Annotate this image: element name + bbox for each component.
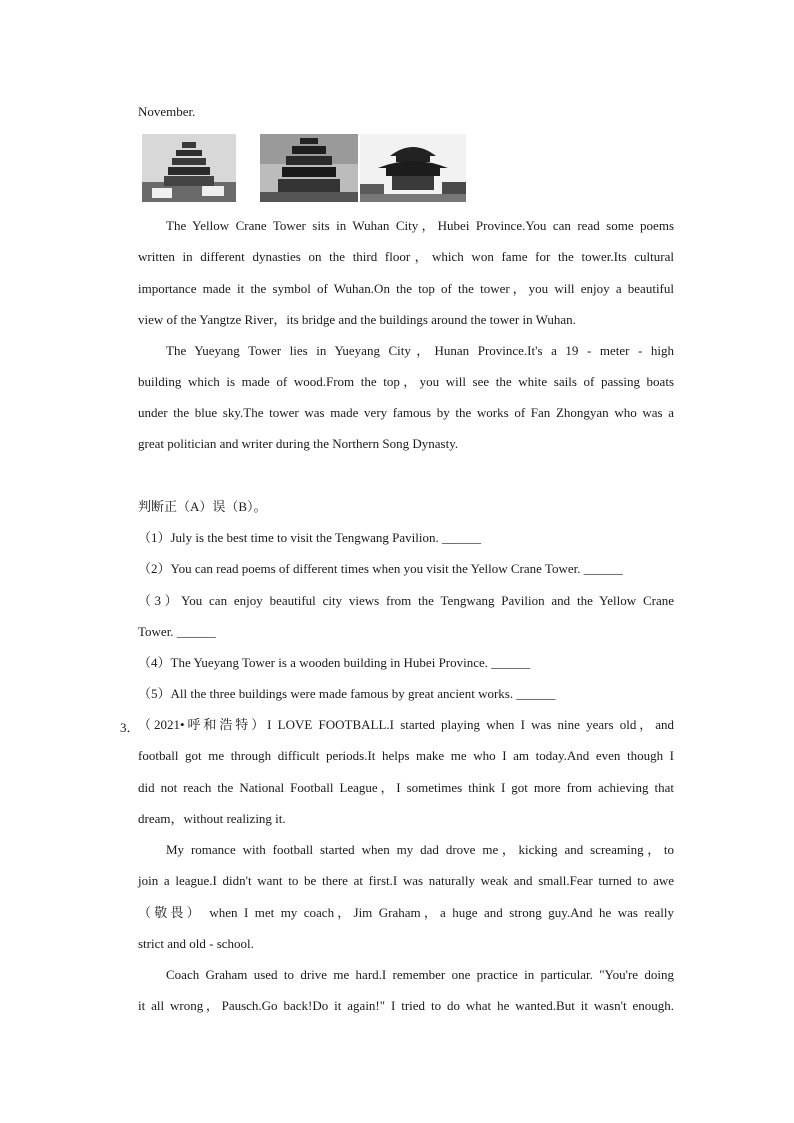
paragraph-line: football got me through difficult periods.It helps make me who I am today.And even though I xyxy=(138,748,674,763)
paragraph-line: strict and old - school. xyxy=(138,936,254,951)
paragraph-line: Coach Graham used to drive me hard.I remember one practice in particular. "You're doing xyxy=(166,967,674,982)
paragraph-line: The Yellow Crane Tower sits in Wuhan City，Hubei Province.You can read some poems xyxy=(166,218,674,233)
question-item: （5）All the three buildings were made famous by great ancient works. ______ xyxy=(138,686,556,701)
paragraph-line: under the blue sky.The tower was made very famous by the works of Fan Zhongyan who was a xyxy=(138,405,674,420)
passage-fragment-line: November. xyxy=(138,104,196,119)
yellow-crane-tower-photo-1 xyxy=(142,134,236,202)
paragraph-line: dream，without realizing it. xyxy=(138,811,286,826)
question-instructions: 判断正（A）误（B）。 xyxy=(138,499,267,514)
paragraph-line: it all wrong，Pausch.Go back!Do it again!" I tried to do what he wanted.But it wasn't enough. xyxy=(138,998,674,1013)
yellow-crane-tower-photo-2 xyxy=(260,134,358,202)
paragraph-line: importance made it the symbol of Wuhan.On the top of the tower，you will enjoy a beautiful xyxy=(138,281,674,296)
yueyang-tower-photo xyxy=(360,134,466,202)
paragraph-line: great politician and writer during the Northern Song Dynasty. xyxy=(138,436,459,451)
question-item: （2）You can read poems of different times when you visit the Yellow Crane Tower. ______ xyxy=(138,561,623,576)
paragraph-line: view of the Yangtze River，its bridge and the buildings around the tower in Wuhan. xyxy=(138,312,576,327)
question-item: （3）You can enjoy beautiful city views from the Tengwang Pavilion and the Yellow Crane xyxy=(138,593,674,608)
paragraph-line: did not reach the National Football League，I sometimes think I got more from achieving that xyxy=(138,780,674,795)
question-item: （4）The Yueyang Tower is a wooden building in Hubei Province. ______ xyxy=(138,655,531,670)
question-item-continuation: Tower. ______ xyxy=(138,624,216,639)
paragraph-line: （敬畏） when I met my coach，Jim Graham，a huge and strong guy.And he was really xyxy=(138,905,674,920)
paragraph-line: （2021•呼和浩特）I LOVE FOOTBALL.I started playing when I was nine years old，and xyxy=(138,717,674,732)
paragraph-line: My romance with football started when my dad drove me，kicking and screaming，to xyxy=(166,842,674,857)
paragraph-line: written in different dynasties on the third floor，which won fame for the tower.Its cultural xyxy=(138,249,674,264)
paragraph-line: building which is made of wood.From the top，you will see the white sails of passing boats xyxy=(138,374,674,389)
paragraph-line: The Yueyang Tower lies in Yueyang City，Hunan Province.It's a 19 - meter - high xyxy=(166,343,674,358)
question-number: 3． xyxy=(120,720,140,735)
paragraph-line: join a league.I didn't want to be there at first.I was naturally weak and small.Fear turned to awe xyxy=(138,873,674,888)
question-item: （1）July is the best time to visit the Tengwang Pavilion. ______ xyxy=(138,530,481,545)
